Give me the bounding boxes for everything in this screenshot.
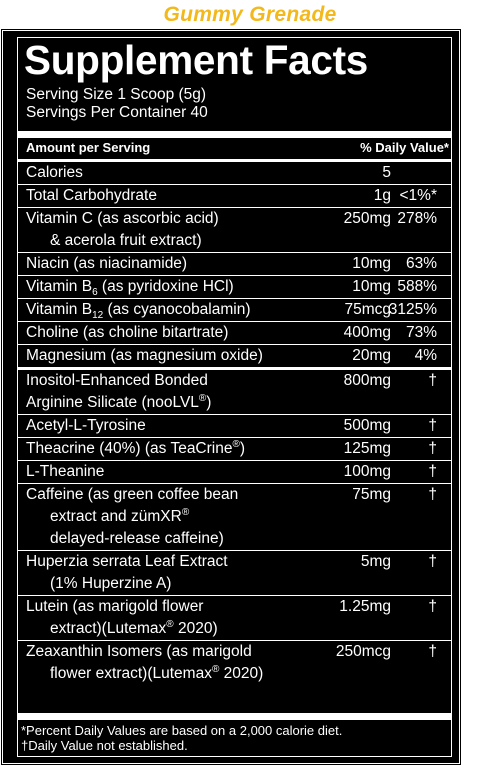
ingredient-name-line1: Zeaxanthin Isomers (as marigold <box>26 643 252 660</box>
nutrient-name: Magnesium (as magnesium oxide) <box>26 347 263 364</box>
ingredient-name-text: 2020) <box>219 665 264 682</box>
ingredient-name-text: ) <box>206 394 212 411</box>
nutrient-name-text: (as cyanocobalamin) <box>103 301 251 318</box>
registered-mark: ® <box>166 618 174 630</box>
ingredient-amount: 100mg <box>343 463 391 480</box>
table-row <box>18 321 451 344</box>
ingredient-name-text: ) <box>239 440 246 457</box>
ingredient-name-line2 <box>26 618 311 640</box>
ingredient-name-line2: (1% Huperzine A) <box>50 575 172 592</box>
nutrient-amount: 250mg <box>343 210 391 227</box>
nutrient-daily-value: 4% <box>414 347 437 364</box>
table-row <box>18 275 451 298</box>
nutrient-name: Total Carbohydrate <box>26 187 157 204</box>
ingredient-name-text: extract)(Lutemax <box>50 620 167 637</box>
ingredient-name <box>26 370 311 414</box>
ingredient-name-line1: Lutein (as marigold flower <box>26 598 204 615</box>
ingredient-name-line3: delayed-release caffeine) <box>50 530 224 547</box>
ingredient-daily-value: † <box>428 553 437 570</box>
ingredient-daily-value: † <box>428 486 437 503</box>
nutrient-name <box>26 276 311 298</box>
nutrient-name: Choline (as choline bitartrate) <box>26 324 229 341</box>
nutrient-daily-value: <1%* <box>399 187 437 204</box>
ingredient-amount: 75mg <box>352 486 391 503</box>
registered-mark: ® <box>211 663 220 675</box>
nutrient-daily-value: 3125% <box>388 301 437 318</box>
table-row <box>18 595 451 640</box>
ingredient-amount: 500mg <box>343 417 391 434</box>
nutrient-name-text: (as pyridoxine HCl) <box>97 278 234 295</box>
serving-size: Serving Size 1 Scoop (5g) <box>26 86 207 103</box>
ingredient-name-line2 <box>26 506 311 528</box>
table-row <box>18 162 451 184</box>
facts-inner-frame <box>17 37 452 757</box>
table-row <box>18 252 451 275</box>
ingredient-amount: 800mg <box>343 372 391 389</box>
footnote-percent-daily-value: *Percent Daily Values are based on a 2,000 calorie diet. <box>21 723 343 738</box>
daily-value-header: % Daily Value* <box>360 140 449 155</box>
table-row <box>18 344 451 367</box>
nutrient-daily-value: 63% <box>405 255 437 272</box>
ingredient-daily-value: † <box>428 643 437 660</box>
amount-per-serving-header: Amount per Serving <box>26 140 151 155</box>
ingredient-name-text: flower extract)(Lutemax <box>50 665 212 682</box>
ingredient-daily-value: † <box>428 440 437 457</box>
ingredient-amount: 250mcg <box>335 643 391 660</box>
ingredient-name <box>26 596 311 640</box>
flavor-name: Gummy Grenade <box>163 3 337 26</box>
table-row <box>18 184 451 207</box>
nutrient-name-line2: & acerola fruit extract) <box>50 232 202 249</box>
nutrient-amount: 20mg <box>352 347 391 364</box>
table-row <box>18 367 451 414</box>
panel-title: Supplement Facts <box>24 37 369 83</box>
ingredient-name <box>26 438 311 460</box>
nutrient-name-text: Vitamin B <box>26 301 93 318</box>
footnotes <box>18 723 451 753</box>
nutrient-subscript: 6 <box>92 287 98 299</box>
ingredient-amount: 5mg <box>360 553 391 570</box>
nutrient-subscript: 12 <box>92 310 104 322</box>
nutrient-rows <box>18 162 451 685</box>
table-row <box>18 437 451 460</box>
table-row <box>18 483 451 550</box>
ingredient-daily-value: † <box>428 417 437 434</box>
ingredient-name-line1: Caffeine (as green coffee bean <box>26 486 239 503</box>
table-row <box>18 640 451 685</box>
nutrient-name <box>26 208 311 252</box>
servings-per-container: Servings Per Container 40 <box>26 104 208 121</box>
registered-mark: ® <box>181 506 190 518</box>
ingredient-name: Acetyl-L-Tyrosine <box>26 417 146 434</box>
ingredient-amount: 1.25mg <box>339 598 391 615</box>
ingredient-name: L-Theanine <box>26 463 105 480</box>
ingredient-name-text: extract and zümXR <box>50 508 182 525</box>
table-row <box>18 298 451 321</box>
ingredient-name-line1: Huperzia serrata Leaf Extract <box>26 553 228 570</box>
nutrient-daily-value: 278% <box>397 210 437 227</box>
nutrient-amount: 1g <box>373 187 391 204</box>
table-row <box>18 460 451 483</box>
nutrient-name: Calories <box>26 164 83 181</box>
ingredient-amount: 125mg <box>343 440 391 457</box>
nutrient-amount: 400mg <box>343 324 391 341</box>
registered-mark: ® <box>232 438 240 450</box>
nutrient-name <box>26 299 311 321</box>
ingredient-daily-value: † <box>428 463 437 480</box>
thick-divider-bottom <box>18 713 451 720</box>
supplement-facts-panel <box>2 30 460 764</box>
nutrient-name: Niacin (as niacinamide) <box>26 255 188 272</box>
ingredient-name <box>26 484 311 550</box>
ingredient-name-text: Theacrine (40%) (as TeaCrine <box>26 440 233 457</box>
nutrient-amount: 75mcg <box>344 301 391 318</box>
registered-mark: ® <box>198 392 207 404</box>
nutrient-name-text: Vitamin B <box>26 278 93 295</box>
ingredient-daily-value: † <box>428 598 437 615</box>
nutrient-amount: 10mg <box>352 255 391 272</box>
ingredient-name-line2: Arginine Silicate (nooLVL <box>26 394 199 411</box>
thick-divider-top <box>18 131 451 138</box>
table-row <box>18 207 451 252</box>
nutrient-daily-value: 588% <box>397 278 437 295</box>
nutrient-amount: 10mg <box>352 278 391 295</box>
footnote-dagger: †Daily Value not established. <box>21 738 188 753</box>
nutrient-daily-value: 73% <box>405 324 437 341</box>
ingredient-name-text: 2020) <box>173 620 218 637</box>
nutrient-amount: 5 <box>382 164 391 181</box>
ingredient-name-line1: Inositol-Enhanced Bonded <box>26 372 208 389</box>
ingredient-name-line2 <box>26 663 311 685</box>
ingredient-name <box>26 551 311 595</box>
table-row <box>18 414 451 437</box>
ingredient-daily-value: † <box>428 372 437 389</box>
table-row <box>18 550 451 595</box>
nutrient-name-line1: Vitamin C (as ascorbic acid) <box>26 210 219 227</box>
ingredient-name <box>26 641 311 685</box>
